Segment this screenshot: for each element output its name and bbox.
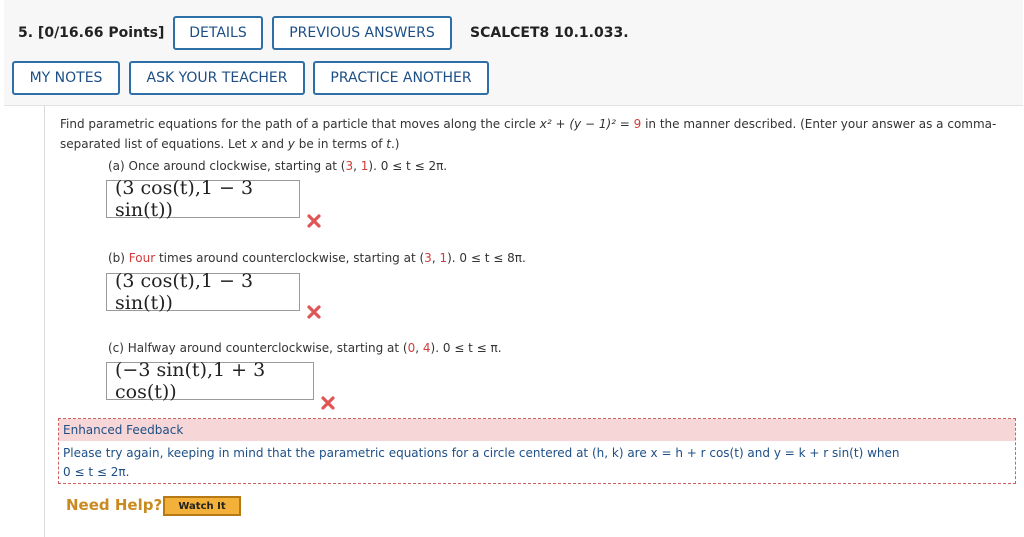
previous-answers-button[interactable]: PREVIOUS ANSWERS	[272, 16, 452, 50]
part-a-prompt: (a) Once around clockwise, starting at (3, 1). 0 ≤ t ≤ 2π.	[108, 159, 448, 173]
need-help-label: Need Help?	[66, 496, 163, 514]
x-mark-icon	[307, 214, 321, 228]
circle-equation: x² + (y − 1)² =	[539, 117, 634, 131]
part-b-prompt: (b) Four times around counterclockwise, starting at (3, 1). 0 ≤ t ≤ 8π.	[108, 251, 526, 265]
part-b-answer-field[interactable]: (3 cos(t),1 − 3 sin(t))	[106, 273, 300, 311]
problem-code: SCALCET8 10.1.033.	[470, 25, 629, 41]
feedback-title: Enhanced Feedback	[59, 419, 1015, 441]
my-notes-button[interactable]: MY NOTES	[12, 61, 120, 95]
question-points: 5. [0/16.66 Points]	[18, 25, 165, 41]
part-c-answer-field[interactable]: (−3 sin(t),1 + 3 cos(t))	[106, 362, 314, 400]
circle-radius-squared: 9	[633, 117, 642, 131]
question-text: Find parametric equations for the path of a particle that moves along the circle x² + (y − 1)² = 9 in the manner described. (Enter your answer as a comma-separated list of equations. Let x and y be in terms of t.)	[60, 117, 997, 151]
feedback-text: Please try again, keeping in mind that the parametric equations for a circle centered at (h, k) are x = h + r cos(t) and y = k + r sin(t) when 0 ≤ t ≤ 2π.	[63, 446, 900, 479]
part-c-prompt: (c) Halfway around counterclockwise, starting at (0, 4). 0 ≤ t ≤ π.	[108, 341, 502, 355]
x-mark-icon	[307, 305, 321, 319]
part-a-answer-field[interactable]: (3 cos(t),1 − 3 sin(t))	[106, 180, 300, 218]
watch-it-button[interactable]: Watch It	[163, 496, 241, 516]
x-mark-icon	[321, 396, 335, 410]
practice-another-button[interactable]: PRACTICE ANOTHER	[313, 61, 489, 95]
content-divider	[44, 105, 45, 537]
details-button[interactable]: DETAILS	[173, 16, 263, 50]
ask-teacher-button[interactable]: ASK YOUR TEACHER	[129, 61, 305, 95]
enhanced-feedback-panel	[58, 418, 1016, 484]
